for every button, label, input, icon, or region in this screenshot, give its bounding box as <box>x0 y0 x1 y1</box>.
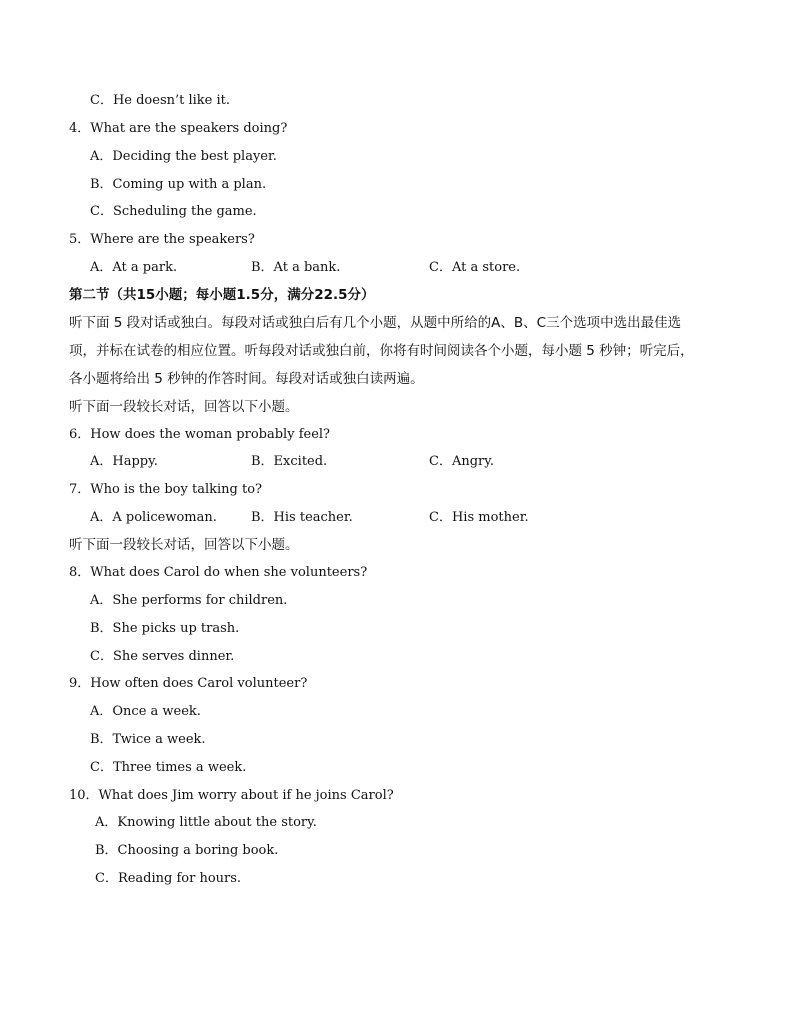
q10-option-a: A．Knowing little about the story. <box>95 815 317 830</box>
q9-option-b: B．Twice a week. <box>90 732 206 747</box>
question-10: 10．What does Jim worry about if he joins Carol? <box>69 788 394 803</box>
question-9: 9．How often does Carol volunteer? <box>69 676 308 691</box>
q8-option-b: B．She picks up trash. <box>90 621 240 636</box>
q6-option-a: A．Happy. <box>90 454 158 469</box>
q6-option-c: C．Angry. <box>429 454 494 469</box>
question-8: 8．What does Carol do when she volunteers? <box>69 565 368 580</box>
q4-option-a: A．Deciding the best player. <box>90 149 277 164</box>
q3-option-c: C．He doesn’t like it. <box>90 93 231 108</box>
q4-option-b: B．Coming up with a plan. <box>90 177 267 192</box>
q10-option-c: C．Reading for hours. <box>95 871 242 886</box>
q8-option-c: C．She serves dinner. <box>90 649 235 664</box>
dialog-intro-2: 听下面一段较长对话，回答以下小题。 <box>69 537 299 553</box>
instructions-line-2: 项，并标在试卷的相应位置。听每段对话或独白前，你将有时间阅读各个小题，每小题 5 秒钟；听完后， <box>69 343 694 359</box>
q4-option-c: C．Scheduling the game. <box>90 204 257 219</box>
q9-option-c: C．Three times a week. <box>90 760 247 775</box>
question-4: 4．What are the speakers doing? <box>69 121 288 136</box>
instructions-line-3: 各小题将给出 5 秒钟的作答时间。每段对话或独白读两遍。 <box>69 371 424 387</box>
q8-option-a: A．She performs for children. <box>90 593 288 608</box>
q5-option-a: A．At a park. <box>90 260 178 275</box>
dialog-intro-1: 听下面一段较长对话，回答以下小题。 <box>69 399 299 415</box>
instructions-line-1: 听下面 5 段对话或独白。每段对话或独白后有几个小题，从题中所给的A、B、C三个选项中选出最佳选 <box>69 315 682 331</box>
question-6: 6．How does the woman probably feel? <box>69 427 331 442</box>
q6-option-b: B．Excited. <box>251 454 328 469</box>
section-2-heading: 第二节（共15小题；每小题1.5分，满分22.5分） <box>69 287 375 303</box>
q5-option-c: C．At a store. <box>429 260 521 275</box>
question-5: 5．Where are the speakers? <box>69 232 255 247</box>
q7-option-c: C．His mother. <box>429 510 529 525</box>
question-7: 7．Who is the boy talking to? <box>69 482 262 497</box>
q10-option-b: B．Choosing a boring book. <box>95 843 279 858</box>
q5-option-b: B．At a bank. <box>251 260 341 275</box>
q7-option-b: B．His teacher. <box>251 510 353 525</box>
q9-option-a: A．Once a week. <box>90 704 201 719</box>
q7-option-a: A．A policewoman. <box>90 510 217 525</box>
